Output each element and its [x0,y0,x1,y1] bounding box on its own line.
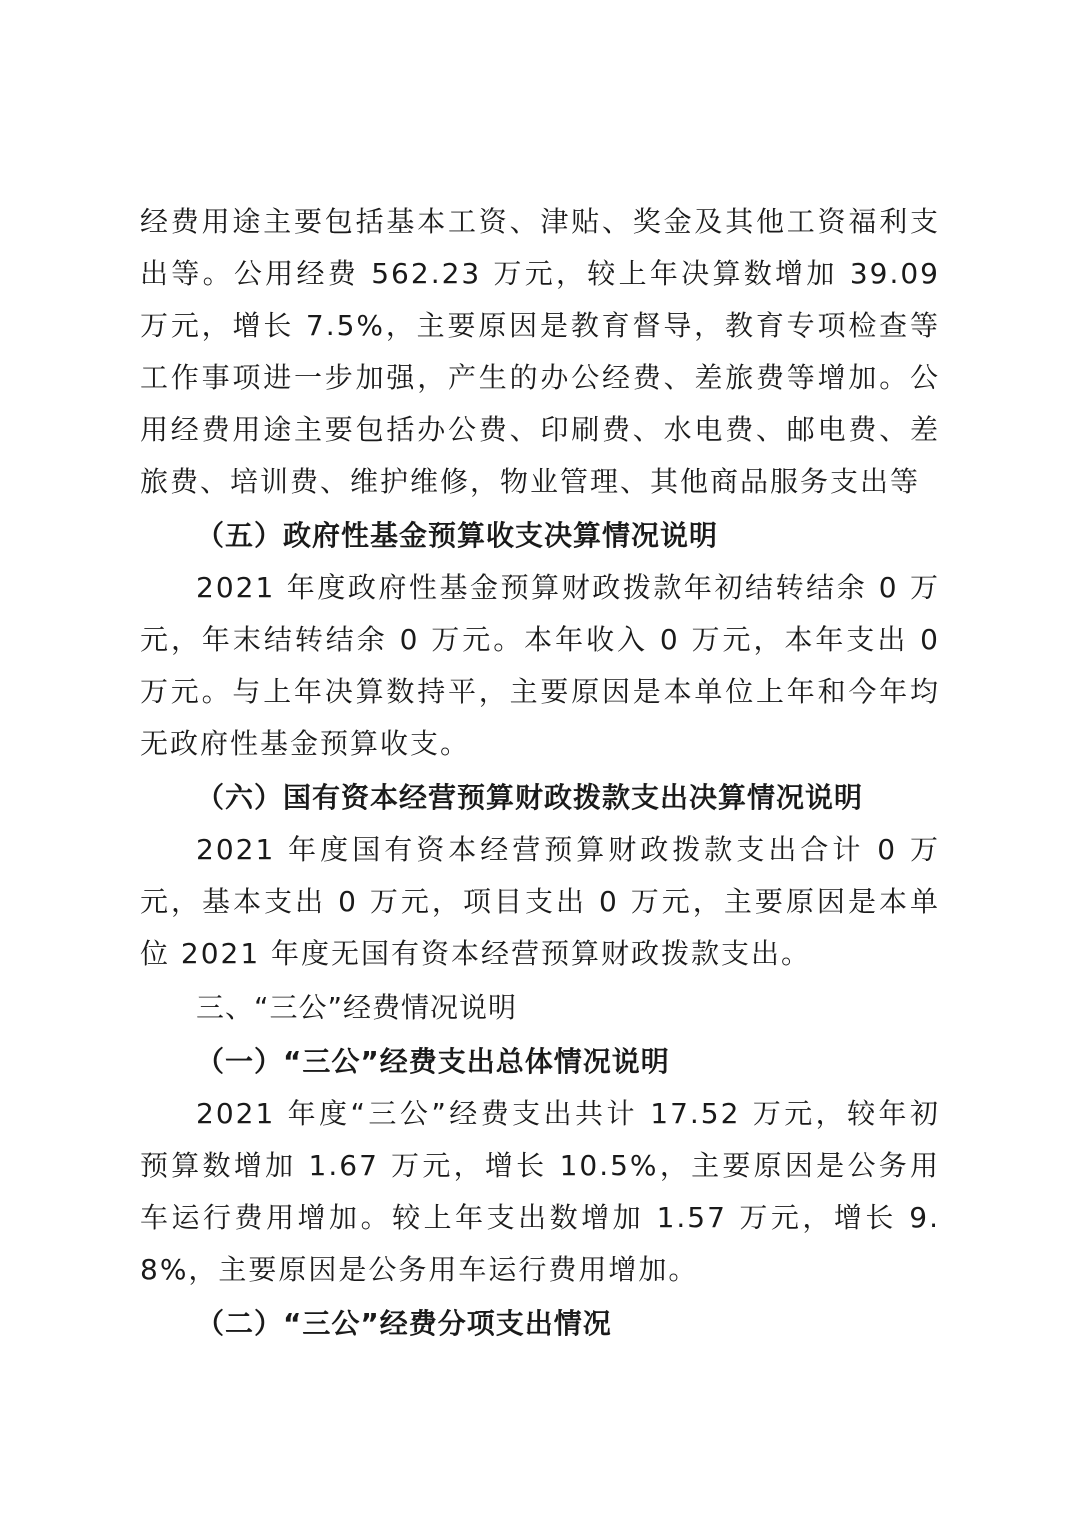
paragraph-three-public-overall: 2021 年度“三公”经费支出共计 17.52 万元，较年初预算数增加 1.67 万元，增长 10.5%，主要原因是公务用车运行费用增加。较上年支出数增加 1.57 万元，增长 9.8%，主要原因是公务用车运行费用增加。 [140,1097,940,1286]
paragraph-state-capital: 2021 年度国有资本经营预算财政拨款支出合计 0 万元，基本支出 0 万元，项目支出 0 万元，主要原因是本单位 2021 年度无国有资本经营预算财政拨款支出。 [140,833,940,970]
heading-three-public-overall: （一）“三公”经费支出总体情况说明 [196,1045,670,1078]
heading-three-public-itemized: （二）“三公”经费分项支出情况 [196,1307,612,1340]
heading-state-capital: （六）国有资本经营预算财政拨款支出决算情况说明 [196,781,864,814]
heading-three-public: 三、“三公”经费情况说明 [196,991,518,1024]
heading-government-fund: （五）政府性基金预算收支决算情况说明 [196,519,719,552]
paragraph-public-expense: 经费用途主要包括基本工资、津贴、奖金及其他工资福利支出等。公用经费 562.23 万元，较上年决算数增加 39.09 万元，增长 7.5%，主要原因是教育督导，教育专项检查等工作事项进一步加强，产生的办公经费、差旅费等增加。公用经费用途主要包括办公费、印刷费、水电费、邮电费、差旅费、培训费、维护维修，物业管理、其他商品服务支出等 [140,205,940,498]
paragraph-government-fund: 2021 年度政府性基金预算财政拨款年初结转结余 0 万元，年末结转结余 0 万元。本年收入 0 万元，本年支出 0 万元。与上年决算数持平，主要原因是本单位上年和今年均无政府性基金预算收支。 [140,571,940,760]
document-body [140,196,940,1350]
